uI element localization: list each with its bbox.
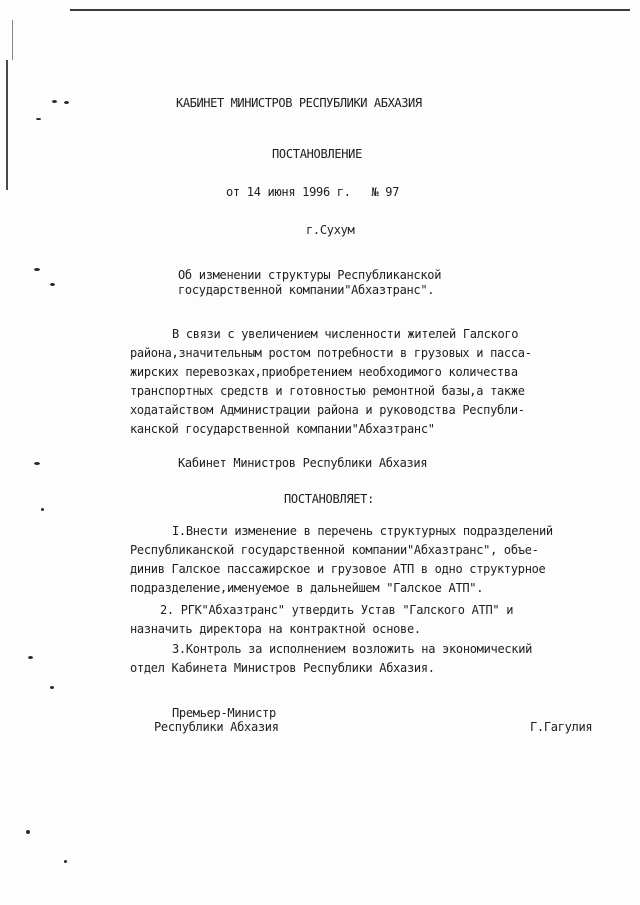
scan-speck (64, 860, 67, 863)
scan-top-border (70, 9, 630, 11)
scan-speck (52, 100, 57, 103)
decision-item-line: подразделение,именуемое в дальнейшем "Галское АТП". (130, 581, 484, 595)
signatory-name: Г.Гагулия (530, 720, 593, 734)
decision-item-line: Республиканской государственной компании"Абхазтранс", объе- (130, 543, 539, 557)
decision-item-line: отдел Кабинета Министров Республики Абхазия. (130, 661, 435, 675)
document-city: г.Сухум (306, 223, 355, 237)
document-date-number: от 14 июня 1996 г. № 97 (226, 185, 400, 199)
signatory-title: Премьер-Министр (172, 706, 276, 720)
subject-line: государственной компании"Абхазтранс". (178, 283, 435, 297)
preamble-line: района,значительным ростом потребности в грузовых и пасса- (130, 346, 532, 360)
body-intro: Кабинет Министров Республики Абхазия (178, 456, 428, 470)
scan-speck (28, 656, 33, 659)
scan-left-edge-mark (12, 20, 13, 60)
decision-item-line: 2. РГК"Абхазтранс" утвердить Устав "Галского АТП" и (160, 603, 514, 617)
scan-speck (36, 118, 41, 120)
preamble-line: В связи с увеличением численности жителей Галского (172, 327, 519, 341)
signatory-title: Республики Абхазия (154, 720, 279, 734)
scan-speck (50, 283, 55, 286)
scan-speck (34, 462, 40, 465)
decision-item-line: I.Внести изменение в перечень структурных подразделений (172, 524, 553, 538)
decision-item-line: динив Галское пассажирское и грузовое АТП в одно структурное (130, 562, 546, 576)
decision-item-line: 3.Контроль за исполнением возложить на экономический (172, 642, 533, 656)
preamble-line: ходатайством Администрации района и руководства Республи- (130, 403, 525, 417)
scan-speck (64, 101, 69, 104)
scan-speck (34, 268, 40, 271)
decision-item-line: назначить директора на контрактной основе. (130, 622, 421, 636)
document-type-title: ПОСТАНОВЛЕНИЕ (272, 147, 363, 161)
scan-left-edge (6, 60, 8, 190)
decision-heading: ПОСТАНОВЛЯЕТ: (284, 492, 375, 506)
preamble-line: канской государственной компании"Абхазтранс" (130, 422, 435, 436)
organization-title: КАБИНЕТ МИНИСТРОВ РЕСПУБЛИКИ АБХАЗИЯ (176, 96, 422, 110)
preamble-line: жирских перевозках,приобретением необходимого количества (130, 365, 518, 379)
scan-speck (50, 686, 54, 689)
subject-line: Об изменении структуры Республиканской (178, 268, 442, 282)
preamble-line: транспортных средств и готовностью ремонтной базы,а также (130, 384, 525, 398)
scan-speck (26, 830, 30, 834)
scan-speck (41, 508, 44, 511)
